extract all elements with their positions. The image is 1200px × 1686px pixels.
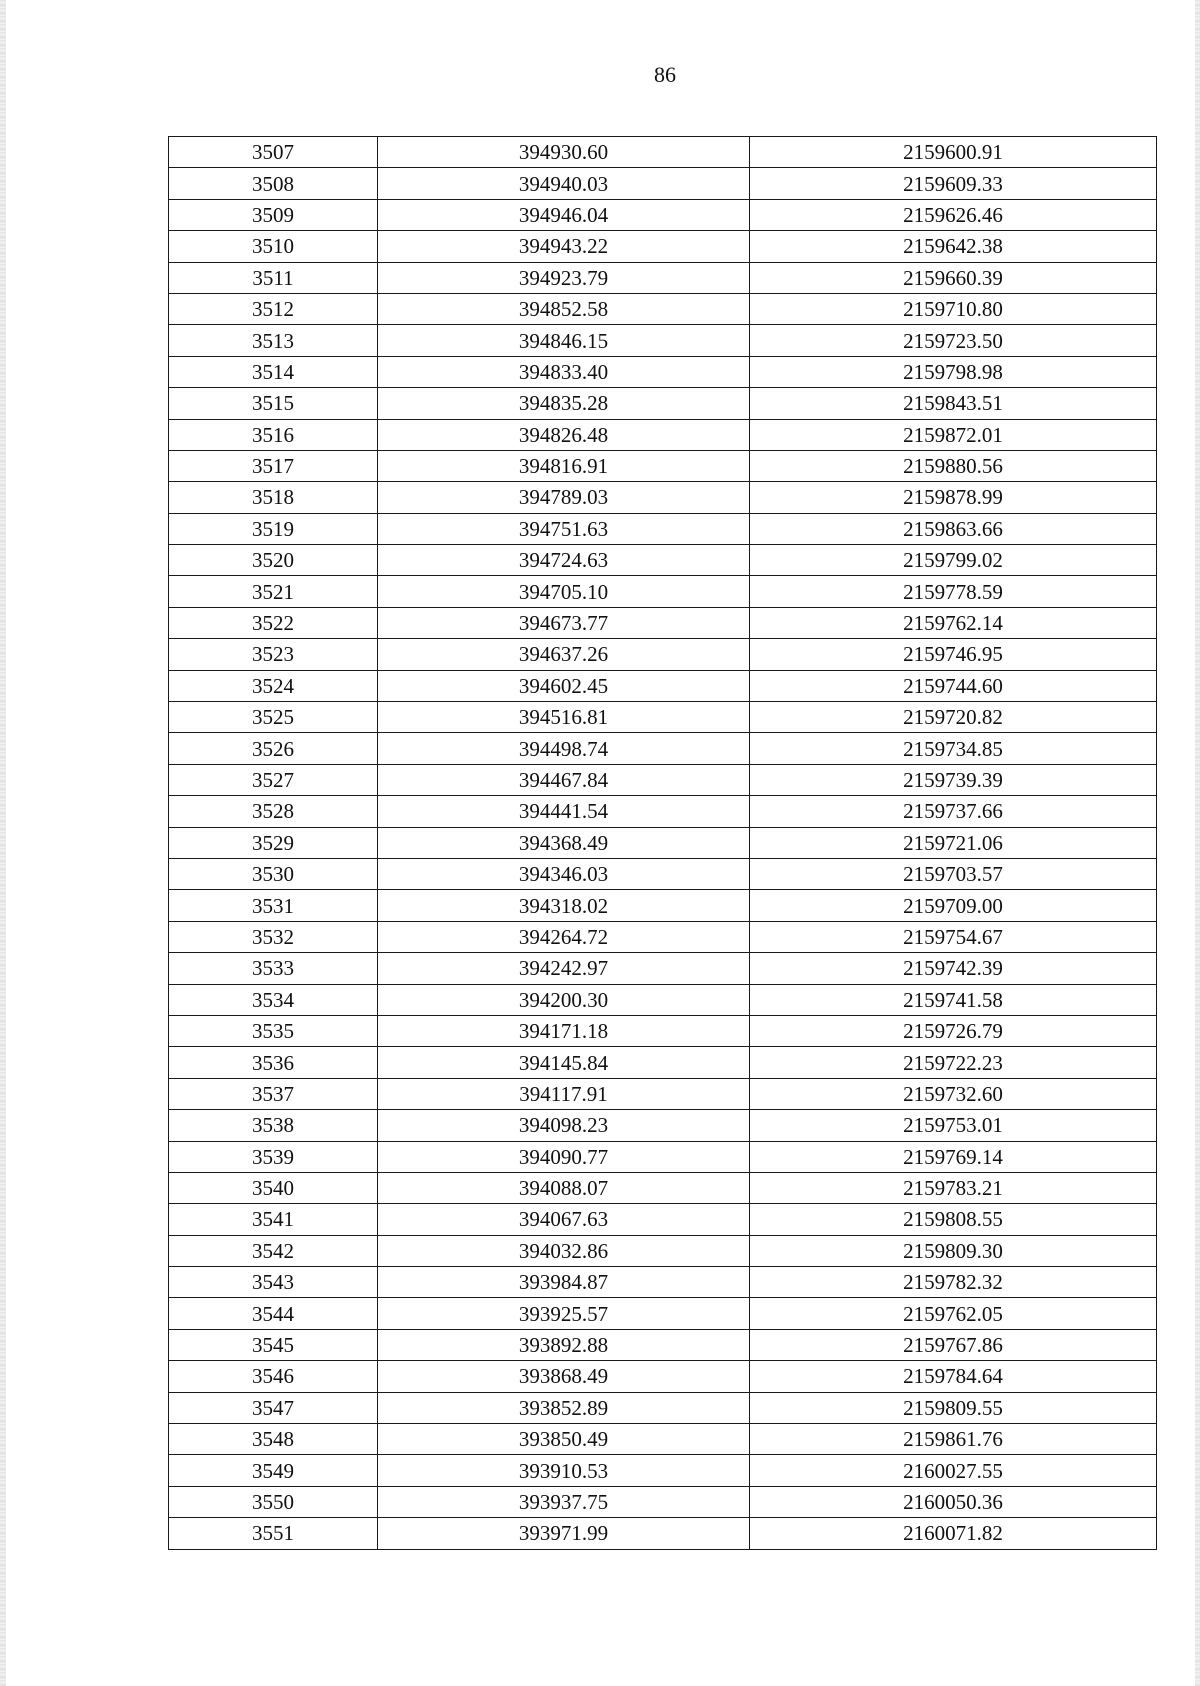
y-coordinate-cell: 2159744.60 xyxy=(750,670,1157,701)
table-row xyxy=(169,890,1157,921)
y-coordinate-cell: 2159710.80 xyxy=(750,293,1157,324)
point-id-cell: 3518 xyxy=(169,482,378,513)
point-id-cell: 3550 xyxy=(169,1486,378,1517)
table-row xyxy=(169,921,1157,952)
point-id-cell: 3519 xyxy=(169,513,378,544)
point-id-cell: 3507 xyxy=(169,137,378,168)
y-coordinate-cell: 2159778.59 xyxy=(750,576,1157,607)
table-row xyxy=(169,356,1157,387)
point-id-cell: 3526 xyxy=(169,733,378,764)
table-row xyxy=(169,576,1157,607)
point-id-cell: 3539 xyxy=(169,1141,378,1172)
y-coordinate-cell: 2160027.55 xyxy=(750,1455,1157,1486)
point-id-cell: 3528 xyxy=(169,796,378,827)
x-coordinate-cell: 394930.60 xyxy=(378,137,750,168)
x-coordinate-cell: 394467.84 xyxy=(378,764,750,795)
y-coordinate-cell: 2159798.98 xyxy=(750,356,1157,387)
y-coordinate-cell: 2160071.82 xyxy=(750,1518,1157,1549)
table-row xyxy=(169,1078,1157,1109)
table-row xyxy=(169,639,1157,670)
y-coordinate-cell: 2159703.57 xyxy=(750,858,1157,889)
table-row xyxy=(169,984,1157,1015)
point-id-cell: 3520 xyxy=(169,545,378,576)
x-coordinate-cell: 393852.89 xyxy=(378,1392,750,1423)
y-coordinate-cell: 2159721.06 xyxy=(750,827,1157,858)
y-coordinate-cell: 2159863.66 xyxy=(750,513,1157,544)
table-row xyxy=(169,1015,1157,1046)
y-coordinate-cell: 2159782.32 xyxy=(750,1267,1157,1298)
x-coordinate-cell: 394835.28 xyxy=(378,388,750,419)
table-row xyxy=(169,293,1157,324)
x-coordinate-cell: 394318.02 xyxy=(378,890,750,921)
x-coordinate-cell: 394846.15 xyxy=(378,325,750,356)
x-coordinate-cell: 394923.79 xyxy=(378,262,750,293)
y-coordinate-cell: 2159732.60 xyxy=(750,1078,1157,1109)
table-row xyxy=(169,545,1157,576)
point-id-cell: 3548 xyxy=(169,1424,378,1455)
point-id-cell: 3543 xyxy=(169,1267,378,1298)
y-coordinate-cell: 2159799.02 xyxy=(750,545,1157,576)
x-coordinate-cell: 394673.77 xyxy=(378,607,750,638)
x-coordinate-cell: 394940.03 xyxy=(378,168,750,199)
coordinates-table xyxy=(168,136,1157,1550)
point-id-cell: 3534 xyxy=(169,984,378,1015)
y-coordinate-cell: 2160050.36 xyxy=(750,1486,1157,1517)
point-id-cell: 3523 xyxy=(169,639,378,670)
y-coordinate-cell: 2159767.86 xyxy=(750,1329,1157,1360)
point-id-cell: 3529 xyxy=(169,827,378,858)
y-coordinate-cell: 2159600.91 xyxy=(750,137,1157,168)
x-coordinate-cell: 393892.88 xyxy=(378,1329,750,1360)
table-row xyxy=(169,1141,1157,1172)
table-row xyxy=(169,199,1157,230)
y-coordinate-cell: 2159723.50 xyxy=(750,325,1157,356)
x-coordinate-cell: 394852.58 xyxy=(378,293,750,324)
point-id-cell: 3525 xyxy=(169,702,378,733)
y-coordinate-cell: 2159878.99 xyxy=(750,482,1157,513)
point-id-cell: 3511 xyxy=(169,262,378,293)
coordinates-table-body xyxy=(169,137,1157,1550)
table-row xyxy=(169,482,1157,513)
x-coordinate-cell: 394088.07 xyxy=(378,1172,750,1203)
table-row xyxy=(169,137,1157,168)
point-id-cell: 3542 xyxy=(169,1235,378,1266)
y-coordinate-cell: 2159783.21 xyxy=(750,1172,1157,1203)
table-row xyxy=(169,419,1157,450)
page-number-container xyxy=(0,62,1200,88)
point-id-cell: 3545 xyxy=(169,1329,378,1360)
x-coordinate-cell: 394368.49 xyxy=(378,827,750,858)
point-id-cell: 3547 xyxy=(169,1392,378,1423)
x-coordinate-cell: 394946.04 xyxy=(378,199,750,230)
x-coordinate-cell: 394826.48 xyxy=(378,419,750,450)
y-coordinate-cell: 2159722.23 xyxy=(750,1047,1157,1078)
x-coordinate-cell: 394145.84 xyxy=(378,1047,750,1078)
y-coordinate-cell: 2159741.58 xyxy=(750,984,1157,1015)
y-coordinate-cell: 2159642.38 xyxy=(750,231,1157,262)
point-id-cell: 3508 xyxy=(169,168,378,199)
y-coordinate-cell: 2159754.67 xyxy=(750,921,1157,952)
x-coordinate-cell: 393850.49 xyxy=(378,1424,750,1455)
x-coordinate-cell: 394117.91 xyxy=(378,1078,750,1109)
x-coordinate-cell: 394602.45 xyxy=(378,670,750,701)
x-coordinate-cell: 394833.40 xyxy=(378,356,750,387)
point-id-cell: 3531 xyxy=(169,890,378,921)
table-row xyxy=(169,1047,1157,1078)
x-coordinate-cell: 394090.77 xyxy=(378,1141,750,1172)
point-id-cell: 3532 xyxy=(169,921,378,952)
point-id-cell: 3549 xyxy=(169,1455,378,1486)
table-row xyxy=(169,1392,1157,1423)
point-id-cell: 3544 xyxy=(169,1298,378,1329)
table-row xyxy=(169,796,1157,827)
y-coordinate-cell: 2159720.82 xyxy=(750,702,1157,733)
x-coordinate-cell: 394098.23 xyxy=(378,1110,750,1141)
table-row xyxy=(169,1455,1157,1486)
y-coordinate-cell: 2159809.55 xyxy=(750,1392,1157,1423)
point-id-cell: 3509 xyxy=(169,199,378,230)
y-coordinate-cell: 2159769.14 xyxy=(750,1141,1157,1172)
point-id-cell: 3517 xyxy=(169,450,378,481)
table-row xyxy=(169,1235,1157,1266)
x-coordinate-cell: 394724.63 xyxy=(378,545,750,576)
x-coordinate-cell: 393868.49 xyxy=(378,1361,750,1392)
table-row xyxy=(169,1298,1157,1329)
y-coordinate-cell: 2159626.46 xyxy=(750,199,1157,230)
x-coordinate-cell: 394264.72 xyxy=(378,921,750,952)
x-coordinate-cell: 394705.10 xyxy=(378,576,750,607)
y-coordinate-cell: 2159809.30 xyxy=(750,1235,1157,1266)
point-id-cell: 3513 xyxy=(169,325,378,356)
point-id-cell: 3516 xyxy=(169,419,378,450)
table-row xyxy=(169,858,1157,889)
table-row xyxy=(169,607,1157,638)
table-row xyxy=(169,733,1157,764)
y-coordinate-cell: 2159808.55 xyxy=(750,1204,1157,1235)
point-id-cell: 3524 xyxy=(169,670,378,701)
table-row xyxy=(169,1110,1157,1141)
x-coordinate-cell: 394200.30 xyxy=(378,984,750,1015)
x-coordinate-cell: 394943.22 xyxy=(378,231,750,262)
table-row xyxy=(169,702,1157,733)
point-id-cell: 3540 xyxy=(169,1172,378,1203)
point-id-cell: 3541 xyxy=(169,1204,378,1235)
table-row xyxy=(169,1424,1157,1455)
point-id-cell: 3551 xyxy=(169,1518,378,1549)
point-id-cell: 3522 xyxy=(169,607,378,638)
x-coordinate-cell: 394637.26 xyxy=(378,639,750,670)
table-row xyxy=(169,231,1157,262)
x-coordinate-cell: 394516.81 xyxy=(378,702,750,733)
scan-edge-right xyxy=(1195,0,1200,1686)
y-coordinate-cell: 2159843.51 xyxy=(750,388,1157,419)
table-row xyxy=(169,953,1157,984)
point-id-cell: 3514 xyxy=(169,356,378,387)
x-coordinate-cell: 394751.63 xyxy=(378,513,750,544)
x-coordinate-cell: 394242.97 xyxy=(378,953,750,984)
table-row xyxy=(169,1329,1157,1360)
y-coordinate-cell: 2159872.01 xyxy=(750,419,1157,450)
point-id-cell: 3538 xyxy=(169,1110,378,1141)
y-coordinate-cell: 2159762.14 xyxy=(750,607,1157,638)
y-coordinate-cell: 2159762.05 xyxy=(750,1298,1157,1329)
point-id-cell: 3521 xyxy=(169,576,378,607)
y-coordinate-cell: 2159709.00 xyxy=(750,890,1157,921)
page-number: 86 xyxy=(654,62,676,87)
point-id-cell: 3512 xyxy=(169,293,378,324)
table-row xyxy=(169,1267,1157,1298)
table-row xyxy=(169,1486,1157,1517)
y-coordinate-cell: 2159861.76 xyxy=(750,1424,1157,1455)
x-coordinate-cell: 393984.87 xyxy=(378,1267,750,1298)
point-id-cell: 3536 xyxy=(169,1047,378,1078)
table-row xyxy=(169,827,1157,858)
table-row xyxy=(169,325,1157,356)
x-coordinate-cell: 394498.74 xyxy=(378,733,750,764)
y-coordinate-cell: 2159753.01 xyxy=(750,1110,1157,1141)
point-id-cell: 3533 xyxy=(169,953,378,984)
table-row xyxy=(169,388,1157,419)
x-coordinate-cell: 393925.57 xyxy=(378,1298,750,1329)
y-coordinate-cell: 2159742.39 xyxy=(750,953,1157,984)
table-row xyxy=(169,1518,1157,1549)
table-row xyxy=(169,168,1157,199)
x-coordinate-cell: 394441.54 xyxy=(378,796,750,827)
table-row xyxy=(169,262,1157,293)
table-row xyxy=(169,670,1157,701)
y-coordinate-cell: 2159746.95 xyxy=(750,639,1157,670)
table-row xyxy=(169,513,1157,544)
y-coordinate-cell: 2159726.79 xyxy=(750,1015,1157,1046)
table-row xyxy=(169,450,1157,481)
y-coordinate-cell: 2159880.56 xyxy=(750,450,1157,481)
scan-edge-left xyxy=(0,0,6,1686)
table-row xyxy=(169,764,1157,795)
x-coordinate-cell: 394789.03 xyxy=(378,482,750,513)
table-row xyxy=(169,1361,1157,1392)
point-id-cell: 3510 xyxy=(169,231,378,262)
x-coordinate-cell: 393910.53 xyxy=(378,1455,750,1486)
point-id-cell: 3535 xyxy=(169,1015,378,1046)
table-row xyxy=(169,1172,1157,1203)
x-coordinate-cell: 394032.86 xyxy=(378,1235,750,1266)
x-coordinate-cell: 394067.63 xyxy=(378,1204,750,1235)
y-coordinate-cell: 2159609.33 xyxy=(750,168,1157,199)
x-coordinate-cell: 394171.18 xyxy=(378,1015,750,1046)
y-coordinate-cell: 2159739.39 xyxy=(750,764,1157,795)
x-coordinate-cell: 393937.75 xyxy=(378,1486,750,1517)
point-id-cell: 3530 xyxy=(169,858,378,889)
point-id-cell: 3537 xyxy=(169,1078,378,1109)
x-coordinate-cell: 394816.91 xyxy=(378,450,750,481)
y-coordinate-cell: 2159784.64 xyxy=(750,1361,1157,1392)
point-id-cell: 3527 xyxy=(169,764,378,795)
y-coordinate-cell: 2159737.66 xyxy=(750,796,1157,827)
point-id-cell: 3515 xyxy=(169,388,378,419)
y-coordinate-cell: 2159660.39 xyxy=(750,262,1157,293)
y-coordinate-cell: 2159734.85 xyxy=(750,733,1157,764)
x-coordinate-cell: 394346.03 xyxy=(378,858,750,889)
table-row xyxy=(169,1204,1157,1235)
x-coordinate-cell: 393971.99 xyxy=(378,1518,750,1549)
point-id-cell: 3546 xyxy=(169,1361,378,1392)
